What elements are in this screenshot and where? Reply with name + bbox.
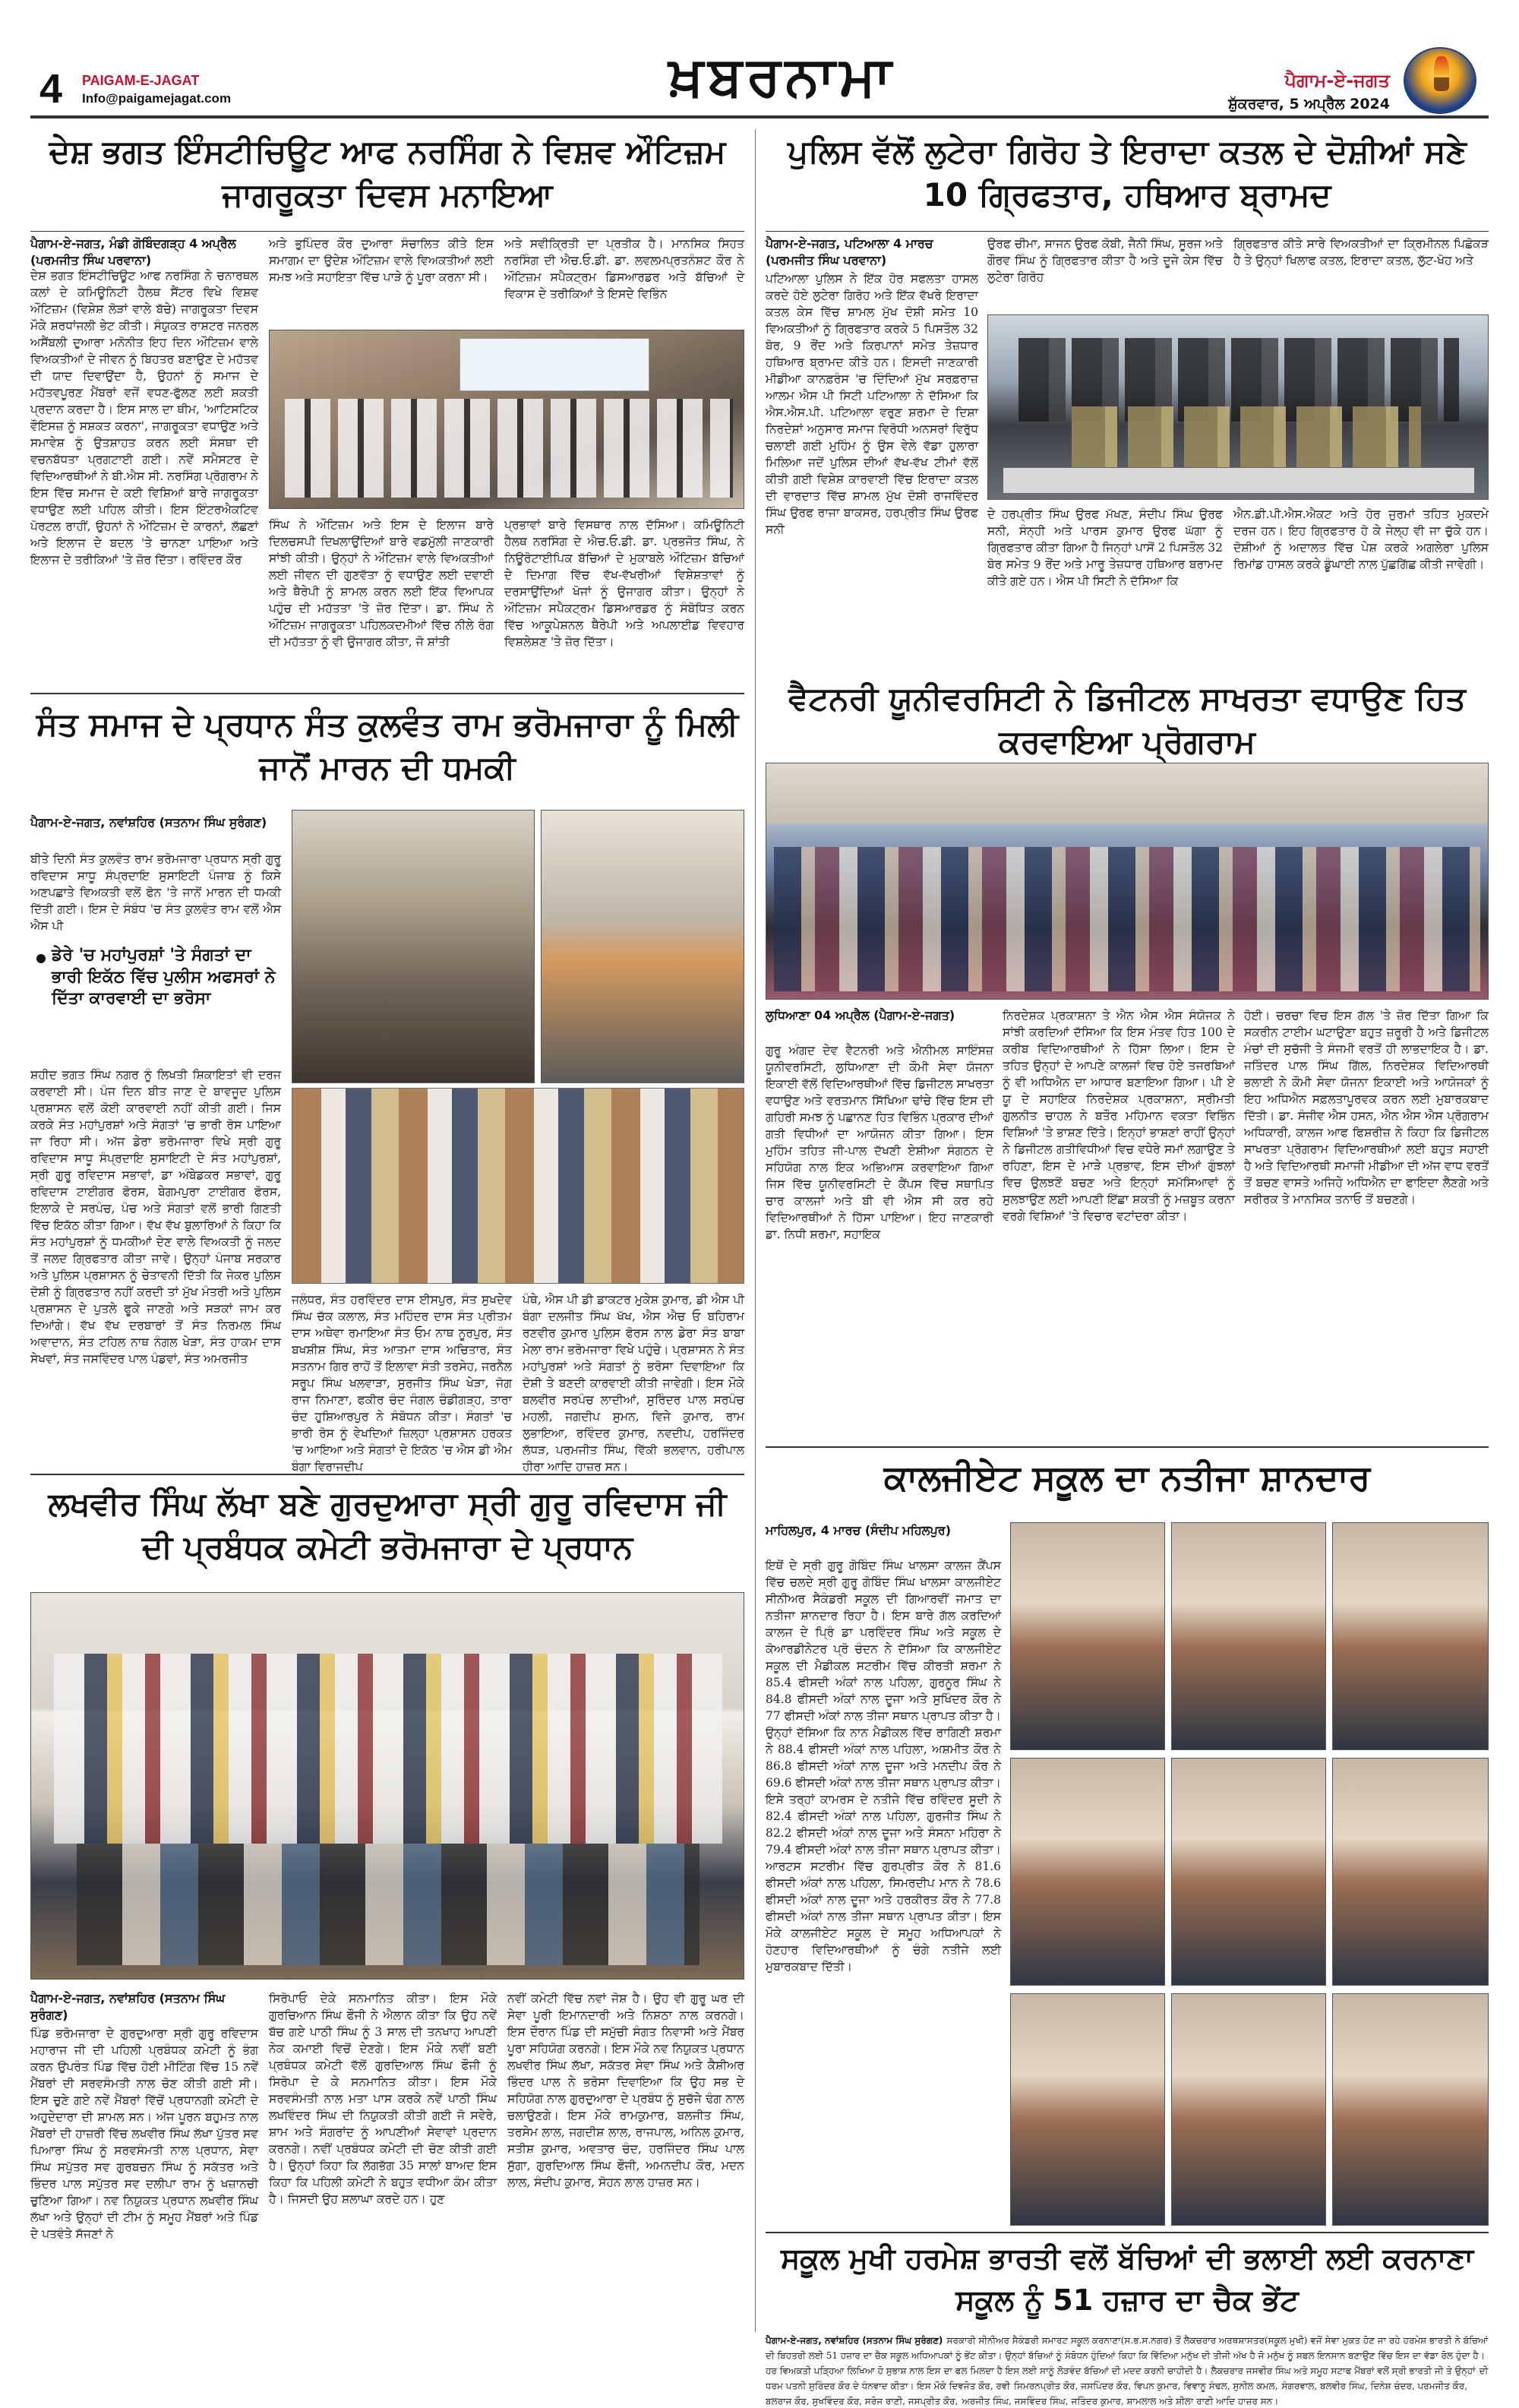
banner-image (459, 338, 649, 391)
headline-police: ਪੁਲਿਸ ਵੱਲੋਂ ਲੁਟੇਰਾ ਗਿਰੋਹ ਤੇ ਇਰਾਦਾ ਕਤਲ ਦੇ ਦੋਸ਼ੀਆਂ ਸਣੇ 10 ਗ੍ਰਿਫਤਾਰ, ਹਥਿਆਰ ਬ੍ਰਾਮਦ (788, 133, 1467, 213)
article-body: ਸਰਕਾਰੀ ਸੀਨੀਅਰ ਸੈਕੰਡਰੀ ਸਮਾਰਟ ਸਕੂਲ ਕਰਨਾਣਾ(ਸ.ਭ.ਸ.ਨਗਰ) ਤੋਂ ਲੈਕਚਰਾਰ ਅਰਥਸ਼ਾਸਤਰ(ਸਕੂਲ ਮੁਖੀ) ਵਜੋਂ ਸੇਵਾ ਮੁਕਤ ਹੋਣ ਜਾ ਰਹੇ ਹਰਮੇਸ਼ ਭਾਰਤੀ ਨੇ ਬੱਚਿਆਂ ਦੀ ਬਿਹਤਰੀ ਲਈ 51 ਹਜ਼ਾਰ ਦਾ ਚੈਕ ਸਕੂਲ ਅਧਿਆਪਕਾਂ ਨੂੰ ਭੇਂਟ ਕੀਤਾ। ਉਨ੍ਹਾਂ ਬੱਚਿਆਂ ਨੂੰ ਸੰਬੋਧਨ ਹੁੰਦਿਆਂ ਕਿਹਾ ਕਿ ਵਿੱਦਿਆ ਮਨੁੱਖ ਦੀ ਤੀਜੀ ਅੱਖ ਹੈ ਜੋ ਮਨੁੱਖ ਨੂੰ ਸਫਲ ਇਨਸਾਨ ਬਣਾਉਣ ਵਿੱਚ ਇਸ ਦਾ ਵੱਡਾ ਰੋਲ ਹੁੰਦਾ ਹੈ। ਹਰ ਵਿਅਕਤੀ ਪੜ੍ਹਿਆ ਲਿਖਿਆ ਹੋ ਸੁਭਾਸ਼ ਨਾਲ ਇਸ ਦਾ ਫਲ ਮਿਲਦਾ ਹੈ ਇਸ ਲਈ ਸਾਨੂੰ ਲੋੜਵੰਦ ਬੱਚਿਆਂ ਦੀ ਮਦਦ ਕਰਨੀ ਚਾਹੀਦੀ ਹੈ। ਲੈਕਚਰਾਰ ਜਸਵੀਰ ਸਿੰਘ ਅਤੇ ਸਮੂਹ ਸਟਾਫ ਮੈਂਬਰਾਂ ਵਲੋਂ ਸ੍ਰੀ ਭਾਰਤੀ ਜੀ ਤੇ ਉਨ੍ਹਾਂ (766, 2335, 1489, 2377)
article-body: ਜਲੰਧਰ, ਸੰਤ ਹਰਵਿੰਦਰ ਦਾਸ ਈਸਪੁਰ, ਸੰਤ ਸੁਖਦੇਵ ਸਿੰਘ ਚੱਕ ਕਲਾਲ, ਸੰਤ ਮਹਿੰਦਰ ਦਾਸ ਸੰਤ ਪ੍ਰੀਤਮ ਦਾਸ ਅਥੇਵਾ ਰਮਾਇਆ ਸੰਤ ਓਮ ਨਾਥ ਨੂਰਪੁਰ, ਸੰਤ ਬਖਸ਼ੀਸ਼ ਸਿੰਘ, ਸੰਤ ਆਤਮਾ ਦਾਸ ਅਚਿਤਾਰ, ਸੰਤ ਸਤਨਾਮ ਗਿਰ ਰਾਹੋਂ ਤੋਂ ਇਲਾਵਾ ਸੰਤੀ ਤਰਸੇਹ, ਜਰਨੈਲ ਸਰੂਪ ਸਿੰਘ ਖਲਵਾੜਾ, ਸੁਰਜੀਤ ਸਿੰਘ ਖੇੜਾ, ਜੋਗ ਰਾਜ ਨਿਮਾਣਾ, ਫਕੀਰ ਚੰਦ ਜੰਗਲ ਚੰਡੀਗੜ੍ਹ, ਤਾਰਾ ਚੰਦ ਹੁਸ਼ਿਆਰਪੁਰ ਨੇ ਸੰਬੋਧਨ ਕੀਤਾ। ਸੰਗਤਾਂ 'ਚ ਭਾਰੀ ਰੋਸ ਨੂੰ ਵੇਖਦਿਆਂ ਜ਼ਿਲ੍ਹਾ ਪ੍ਰਸ਼ਾਸਨ ਹਰਕਤ 'ਚ ਆਇਆ ਅਤੇ ਸੰਗਤਾਂ ਦੇ ਇਕੱਠ 'ਚ ਐਸ ਡੀ ਐਮ ਬੰਗਾ ਵਿਰਾਜਦੀਪ (292, 1293, 512, 1474)
article-body: ਨਿਰਦੇਸ਼ਕ ਪ੍ਰਕਾਸ਼ਨਾ ਤੇ ਐਨ ਐਸ ਐਸ ਸੰਯੋਜਕ ਨੇ ਸਾਂਝੀ ਕਰਦਿਆਂ ਦੱਸਿਆ ਕਿ ਇਸ ਮੰਤਵ ਹਿਤ 100 ਦੇ ਕਰੀਬ ਵਿਦਿਆਰਥੀਆਂ ਨੇ ਹਿੱਸਾ ਲਿਆ। ਇਸ ਦੇ ਤਹਿਤ ਉਨ੍ਹਾਂ ਦੇ ਆਪਣੇ ਕਾਲਜਾਂ ਵਿਚ ਹੋਏ ਤਜਰਬਿਆਂ ਨੂੰ ਵੀ ਅਧਿਐਨ ਦਾ ਆਧਾਰ ਬਣਾਇਆ ਗਿਆ। ਪੀ ਏ ਯੂ ਦੇ ਸਹਾਇਕ ਨਿਰਦੇਸ਼ਕ ਪ੍ਰਕਾਸ਼ਨਾ, ਸ੍ਰੀਮਤੀ ਗੁਲਨੀਤ ਚਾਹਲ ਨੇ ਬਤੌਰ ਮਹਿਮਾਨ ਵਕਤਾ ਵਿਭਿੰਨ ਵਿਸ਼ਿਆਂ 'ਤੇ ਭਾਸ਼ਣ ਦਿੱਤੇ। ਇਨ੍ਹਾਂ ਭਾਸ਼ਣਾਂ ਰਾਹੀਂ ਉਨ੍ਹਾਂ ਨੇ ਡਿਜੀਟਲ ਗਤੀਵਿਧੀਆਂ ਵਿਚ ਵਧੇਰੇ ਸਮਾਂ ਲਗਾਉਣ ਤੇ ਰਹਿਣਾ, ਇਸ ਦੇ ਮਾੜੇ ਪ੍ਰਭਾਵ, ਇਸ ਦੀਆਂ ਗੁੰਝਲਾਂ ਵਿਚ ਉਲਝਣੋਂ ਬਚਣ ਅਤੇ ਇਨ੍ਹਾਂ ਸਮੱਸਿਆਵਾਂ ਨੂੰ ਸੁਲਝਾਉਣ ਲਈ ਆਪਣੀ ਇੱਛਾ ਸ਼ਕਤੀ ਨੂੰ ਮਜ਼ਬੂਤ ਕਰਨਾ ਵਰਗੇ ਵਿਸ਼ਿਆਂ 'ਤੇ ਵਿਚਾਰ ਵਟਾਂਦਰਾ ਕੀਤਾ। (1003, 1009, 1235, 1223)
torch-icon (1434, 56, 1449, 91)
article-body: ਪ੍ਰਭਾਵਾਂ ਬਾਰੇ ਵਿਸਥਾਰ ਨਾਲ ਦੱਸਿਆ। ਕਮਿਊਨਿਟੀ ਹੈਲਥ ਨਰਸਿੰਗ ਦੇ ਐਚ.ਓ.ਡੀ. ਡਾ. ਪ੍ਰਭਜੋਤ ਸਿੰਘ, ਨੇ ਨਿਊਰੋਟਾਈਪਿਕ ਬੱਚਿਆਂ ਦੇ ਮੁਕਾਬਲੇ ਔਟਿਜ਼ਮ ਬੱਚਿਆਂ ਦੇ ਦਿਮਾਗ ਵਿੱਚ ਵੱਖ-ਵੱਖਰੀਆਂ ਵਿਸ਼ੇਸ਼ਤਾਵਾਂ ਨੂੰ ਦਰਸਾਉਂਦਿਆਂ ਖੋਜਾਂ ਨੂੰ ਉਜਾਗਰ ਕੀਤਾ। ਉਨ੍ਹਾਂ ਨੇ ਔਟਿਜ਼ਮ ਸਪੈਕਟ੍ਰਮ ਡਿਸਆਰਡਰ ਨੂੰ ਸੰਬੋਧਿਤ ਕਰਨ ਵਿੱਚ ਆਕੂਪੇਸ਼ਨਲ ਥੈਰੇਪੀ ਅਤੇ ਅਪਲਾਈਡ ਵਿਵਹਾਰ ਵਿਸ਼ਲੇਸ਼ਣ 'ਤੇ ਜ਼ੋਰ ਦਿੱਤਾ। (504, 518, 744, 649)
student-portrait (1171, 1758, 1326, 1986)
student-portraits (1010, 1522, 1489, 2226)
article-body: ਦੇ ਹਰਪ੍ਰੀਤ ਸਿੰਘ ਉਰਫ ਮੱਖਣ, ਸੰਦੀਪ ਸਿੰਘ ਉਰਫ ਸਨੀ, ਸੰਨ੍ਹੀ ਅਤੇ ਪਾਰਸ ਕੁਮਾਰ ਉਰਫ ਘੱਗਾ ਨੂੰ ਗ੍ਰਿਫਤਾਰ ਕੀਤਾ ਗਿਆ ਹੈ ਜਿਨ੍ਹਾਂ ਪਾਸੋਂ 2 ਪਿਸਤੌਲ 32 ਬੋਰ ਸਮੇਤ 9 ਰੌਂਦ ਅਤੇ ਮਾਰੂ ਤੇਜ਼ਧਾਰ ਹਥਿਆਰ ਬਰਾਮਦ ਕੀਤੇ ਗਏ ਹਨ। ਐਸ ਪੀ ਸਿਟੀ ਨੇ ਦੱਸਿਆ ਕਿ (987, 507, 1223, 588)
subhead: ਡੇਰੇ 'ਚ ਮਹਾਂਪੁਰਸ਼ਾਂ 'ਤੇ ਸੰਗਤਾਂ ਦਾ ਭਾਰੀ ਇਕੱਠ ਵਿੱਚ ਪੁਲੀਸ ਅਫਸਰਾਂ ਨੇ ਦਿੱਤਾ ਕਾਰਵਾਈ ਦਾ ਭਰੋਸਾ (52, 946, 276, 1009)
student-portrait (1010, 1993, 1165, 2226)
divider (30, 1474, 744, 1475)
student-portrait (1332, 1758, 1489, 1986)
article-body: ਪੰਥੇ, ਐਸ ਪੀ ਡੀ ਡਾਕਟਰ ਮੁਕੇਸ਼ ਕੁਮਾਰ, ਡੀ ਐਸ ਪੀ ਬੰਗਾ ਦਲਜੀਤ ਸਿੰਘ ਖੱਖ, ਐਸ ਐਚ ਓ ਬਹਿਰਾਮ ਰਣਵੀਰ ਕੁਮਾਰ ਪੁਲਿਸ ਫੋਰਸ ਨਾਲ ਡੇਰਾ ਸੰਤ ਬਾਬਾ ਮੇਲਾ ਰਾਮ ਭਰੋਮਜਾਰਾ ਵਿਖੇ ਪਹੁੰਚੇ। ਪ੍ਰਸ਼ਾਸਨ ਨੇ ਸੰਤ ਮਹਾਂਪੁਰਸ਼ਾਂ ਅਤੇ ਸੰਗਤਾਂ ਨੂੰ ਭਰੋਸਾ ਦਿਵਾਇਆ ਕਿ ਦੋਸ਼ੀ ਤੇ ਬਣਦੀ ਕਾਰਵਾਈ ਕੀਤੀ ਜਾਵੇਗੀ। ਇਸ ਮੌਕੇ ਬਲਵੀਰ ਸਰਪੰਚ ਲਾਦੀਆਂ, ਸੁਰਿੰਦਰ ਪਾਲ ਸਰਪੰਚ ਮਹਲੀ, ਜਗਦੀਪ ਸੁਮਨ, ਵਿਜੇ ਕੁਮਾਰ, ਰਾਮ ਲੁਭਾਇਆ, ਰਵਿੰਦਰ ਕੁਮਾਰ, ਨਵਦੀਪ, ਹਰਜਿੰਦਰ ਲੱਧੜ, ਪਰਮਜੀਤ ਸਿੰਘ, ਵਿੱਕੀ ਭਲਵਾਨ, ਹਰੀਪਾਲ ਹੀਰਾ ਆਦਿ ਹਾਜ਼ਰ ਸਨ। (523, 1293, 744, 1474)
article-body: ਸ਼ਹੀਦ ਭਗਤ ਸਿੰਘ ਨਗਰ ਨੂੰ ਲਿਖਤੀ ਸ਼ਿਕਾਇਤਾਂ ਵੀ ਦਰਜ ਕਰਵਾਈ ਸੀ। ਪੰਜ ਦਿਨ ਬੀਤ ਜਾਣ ਦੇ ਬਾਵਜੂਦ ਪੁਲਿਸ ਪ੍ਰਸ਼ਾਸਨ ਵਲੋਂ ਕੋਈ ਕਾਰਵਾਈ ਨਹੀਂ ਕੀਤੀ ਗਈ। ਜਿਸ ਕਰਕੇ ਸੰਤ ਮਹਾਂਪੁਰਸ਼ਾਂ ਅਤੇ ਸੰਗਤਾਂ 'ਚ ਭਾਰੀ ਰੋਸ ਪਾਇਆ ਜਾ ਰਿਹਾ ਸੀ। ਅੱਜ ਡੇਰਾ ਭਰੋਮਜਾਰਾ ਵਿਖੇ ਸ੍ਰੀ ਗੁਰੂ ਰਵਿਦਾਸ ਸਾਧੂ ਸੰਪ੍ਰਦਾਇ ਸੁਸਾਇਟੀ ਦੇ ਸੰਤ ਮਹਾਂਪੁਰਸ਼ਾਂ, ਸ੍ਰੀ ਗੁਰੂ ਰਵਿਦਾਸ ਸਭਾਵਾਂ, ਡਾ ਅੰਬੇਡਕਰ ਸਭਾਵਾਂ, ਗੁਰੂ ਰਵਿਦਾਸ ਟਾਈਗਰ ਫੋਰਸ, ਬੇਗਮਪੁਰਾ ਟਾਈਗਰ ਫੋਰਸ, ਇਲਾਕੇ ਦੇ ਸਰਪੰਚ, ਪੰਚ ਅਤੇ ਸੰਗਤਾਂ ਵਲੋਂ ਭਾਰੀ ਗਿਣਤੀ ਵਿੱਚ ਇਕੱਠ ਕੀਤਾ ਗਿਆ। ਵੱਖ ਵੱਖ ਬੁਲਾਰਿਆਂ ਨੇ ਕਿਹਾ ਕਿ ਸੰਤ ਮਹਾਂਪੁਰਸ਼ਾਂ ਨੂੰ ਧਮਕੀਆਂ ਦੇਣ ਵਾਲੇ ਵਿਅਕਤੀ ਨੂੰ ਜਲਦ ਤੋਂ ਜਲਦ ਗ੍ਰਿਫਤਾਰ ਕੀਤਾ ਜਾਵੇ। ਉਨ੍ਹਾਂ ਪੰਜਾਬ ਸਰਕਾਰ ਅਤੇ ਪੁਲਿਸ ਪ੍ਰਸ਼ਾਸਨ ਨੂੰ ਚੇਤਾਵਨੀ ਦਿੱਤੀ ਕਿ ਜੇਕਰ ਪੁਲਿਸ ਦੋਸ਼ੀ ਨੂੰ ਗ੍ਰਿਫਤਾਰ ਨਹੀਂ ਕਰਦੀ ਤਾਂ ਮੁੱਖ ਮੰਤਰੀ ਅਤੇ ਪੁਲਿਸ ਪ੍ਰਸ਼ਾਸਨ ਦੇ ਪੁਤਲੇ ਫੂਕੇ ਜਾਣਗੇ ਅਤੇ ਸੜਕਾਂ ਜਾਮ ਕਰ ਦਿਆਂਗੇ। ਵੱਖ ਵੱਖ ਦਰਬਾਰਾਂ ਤੋਂ ਸੰਤ ਨਿਰਮਲ ਸਿੰਘ ਅਵਾਦਾਨ, ਸੰਤ ਟਹਿਲ ਨਾਥ ਨੰਗਲ ਖੇੜਾ, ਸੰਤ ਹਾਕਮ ਦਾਸ ਸੇਖਵਾਂ, ਸੰਤ ਜਸਵਿੰਦਰ ਪਾਲ ਪੰਡਵਾਂ, ਸੰਤ ਅਮਰਜੀਤ (30, 1068, 281, 1366)
paper-name-en: PAIGAM-E-JAGAT (82, 73, 200, 88)
divider (30, 693, 744, 694)
article-body: ਉਰਫ ਚੀਮਾ, ਸਾਜਨ ਉਰਫ ਕੋਬੀ, ਜੈਨੀ ਸਿੰਘ, ਸੂਰਜ ਅਤੇ ਗੌਰਵ ਸਿੰਘ ਨੂੰ ਗ੍ਰਿਫਤਾਰ ਕੀਤਾ ਹੈ ਅਤੇ ਦੂਜੇ ਕੇਸ ਵਿੱਚ ਲੁਟੇਰਾ ਗਿਰੋਹ (987, 237, 1223, 284)
article-body: ਸਿੰਘ ਨੇ ਔਟਿਜ਼ਮ ਅਤੇ ਇਸ ਦੇ ਇਲਾਜ ਬਾਰੇ ਦਿਲਚਸਪੀ ਦਿਖਲਾਉਂਦਿਆਂ ਬਾਰੇ ਵਡਮੁੱਲੀ ਜਾਣਕਾਰੀ ਸਾਂਝੀ ਕੀਤੀ। ਉਨ੍ਹਾਂ ਨੇ ਔਟਿਜ਼ਮ ਵਾਲੇ ਵਿਅਕਤੀਆਂ ਲਈ ਜੀਵਨ ਦੀ ਗੁਣਵੱਤਾ ਨੂੰ ਵਧਾਉਣ ਲਈ ਦਵਾਈ ਅਤੇ ਥੈਰੇਪੀ ਨੂੰ ਸ਼ਾਮਲ ਕਰਨ ਲਈ ਇੱਕ ਵਿਆਪਕ ਪਹੁੰਚ ਦੀ ਮਹੱਤਤਾ 'ਤੇ ਜ਼ੋਰ ਦਿੱਤਾ। ਡਾ. ਸਿੰਘ ਨੇ ਔਟਿਜ਼ਮ ਜਾਗਰੂਕਤਾ ਪਹਿਲਕਦਮੀਆਂ ਵਿੱਚ ਨੀਲੇ ਰੰਗ ਦੀ ਮਹੱਤਤਾ ਨੂੰ ਵੀ ਉਜਾਗਰ ਕੀਤਾ, ਜੋ ਸ਼ਾਂਤੀ (269, 518, 494, 649)
article-body: ਦੇਸ਼ ਭਗਤ ਇੰਸਟੀਚਿਊਟ ਆਫ ਨਰਸਿੰਗ ਨੇ ਚਨਾਰਥਲ ਕਲਾਂ ਦੇ ਕਮਿਊਨਿਟੀ ਹੈਲਥ ਸੈਂਟਰ ਵਿਖੇ ਵਿਸ਼ਵ ਔਟਿਜ਼ਮ (ਵਿਸ਼ੇਸ਼ ਲੋੜਾਂ ਵਾਲੇ ਬੱਚੇ) ਜਾਗਰੂਕਤਾ ਦਿਵਸ ਮੌਕੇ ਸ਼ਰਧਾਂਜਲੀ ਭੇਟ ਕੀਤੀ। ਸੰਯੁਕਤ ਰਾਸ਼ਟਰ ਜਨਰਲ ਅਸੈਂਬਲੀ ਦੁਆਰਾ ਮਨੋਨੀਤ ਇਹ ਦਿਨ ਔਟਿਜ਼ਮ ਵਾਲੇ ਵਿਅਕਤੀਆਂ ਦੇ ਜੀਵਨ ਨੂੰ ਬਿਹਤਰ ਬਣਾਉਣ ਦੇ ਮਹੱਤਵ ਦੀ ਯਾਦ ਦਿਵਾਉਂਦਾ ਹੈ, ਉਹਨਾਂ ਨੂੰ ਸਮਾਜ ਦੇ ਮਹੱਤਵਪੂਰਣ ਮੈਂਬਰਾਂ ਵਜੋਂ ਵਧਣ-ਫੁੱਲਣ ਲਈ ਸ਼ਕਤੀ ਪ੍ਰਦਾਨ ਕਰਦਾ ਹੈ। ਇਸ ਸਾਲ ਦਾ ਥੀਮ, 'ਆਟਿਸਟਿਕ ਵੌਇਸਜ਼ ਨੂੰ ਸਸ਼ਕਤ ਕਰਨਾ', ਜਾਗਰੂਕਤਾ ਵਧਾਉਣ ਅਤੇ ਸਮਾਵੇਸ਼ ਨੂੰ ਉਤਸ਼ਾਹਤ ਕਰਨ ਲਈ ਸੰਸਥਾ ਦੀ ਵਚਨਬੱਧਤਾ ਪ੍ਰਗਟਾਈ ਗਈ। ਨਵੇਂ ਸਮੈਸਟਰ ਦੇ ਵਿਦਿਆਰਥੀਆਂ ਨੇ ਬੀ.ਐਸ ਸੀ. ਨਰਸਿੰਗ ਪ੍ਰੋਗਰਾਮ ਨੇ ਇਸ ਵਿੱਚ ਸਮਾਜ ਦੇ ਕਈ ਵਿਸ਼ਿਆਂ ਬਾਰੇ ਜਾਗਰੂਕਤਾ ਵਧਾਉਣ ਲਈ ਪਹਿਲ ਕੀਤੀ। ਇਸ ਇੰਟਰਐਕਟਿਵ ਪੋਰਟਲ ਰਾਹੀਂ, ਉਹਨਾਂ ਨੇ ਔਟਿਜ਼ਮ ਦੇ ਕਾਰਨਾਂ, ਲੱਛਣਾਂ ਅਤੇ ਇਲਾਜ ਦੇ ਬਦਲ 'ਤੇ ਚਾਨਣਾ ਪਾਇਆ ਅਤੇ ਇਲਾਜ ਦੇ ਤਰੀਕਿਆਂ 'ਤੇ ਜ਼ੋਰ ਦਿੱਤਾ। ਰਵਿੰਦਰ ਕੌਰ (30, 269, 258, 567)
nursing-event-photo (269, 330, 744, 509)
article-body: ਅਤੇ ਭੁਪਿੰਦਰ ਕੌਰ ਦੁਆਰਾ ਸੰਚਾਲਿਤ ਕੀਤੇ ਇਸ ਸਮਾਗਮ ਦਾ ਉਦੇਸ਼ ਔਟਿਜ਼ਮ ਵਾਲੇ ਵਿਅਕਤੀਆਂ ਲਈ ਸਮਝ ਅਤੇ ਸਹਾਇਤਾ ਵਿੱਚ ਪਾੜੇ ਨੂੰ ਪੂਰਾ ਕਰਨਾ ਸੀ। (269, 237, 494, 284)
lakhvir-committee-photo (30, 1592, 744, 1980)
article-body: ਅਰਜੀਤ ਸਿੰਘ, ਜਸਵਿੰਦਰ ਸਿੰਘ, ਜਤਿੰਦਰ ਕੁਮਾਰ, ਸ਼ਾਮਲਾਲ ਅਤੇ ਸ਼ੀਲਾ ਰਾਣੀ ਆਦਿ ਹਾਜ਼ਰ ਸਨ। (962, 2396, 1279, 2407)
police-press-photo (987, 314, 1489, 500)
divider (30, 231, 744, 232)
divider (766, 2232, 1489, 2233)
divider (766, 1446, 1489, 1448)
article-body: ਸੰਗਰਵਾਲ, ਬਲਵੀਰ ਸਿੰਘ, ਦਿਨੇਸ਼ ਚੰਦਰ, ਪਰਮਜੀਤ ਕੌਰ, ਬਲਰਾਜ ਕੌਰ, ਸੁਖਵਿੰਦਰ ਕੌਰ, ਸਰੋਜ ਰਾਣੀ, ਜਸਪ੍ਰੀਤ ਕੌਰ, (766, 2381, 1468, 2407)
subhead-bullet (36, 954, 46, 963)
student-portrait (1332, 1993, 1489, 2226)
sant-crowd-photo (292, 1088, 744, 1284)
article-body: ਗ੍ਰਿਫਤਾਰ ਕੀਤੇ ਸਾਰੇ ਵਿਅਕਤੀਆਂ ਦਾ ਕ੍ਰਿਮੀਨਲ ਪਿਛੋਕੜ ਹੈ ਤੇ ਉਨ੍ਹਾਂ ਖਿਲਾਫ ਕਤਲ, ਇਰਾਦਾ ਕਤਲ, ਲੁੱਟ-ਖੋਹ ਅਤੇ (1233, 237, 1489, 267)
section-title: ਖ਼ਬਰਨਾਮਾ (668, 44, 896, 108)
seated-row (77, 1844, 699, 1965)
article-body: ਅਤੇ ਸਵੀਕ੍ਰਿਤੀ ਦਾ ਪ੍ਰਤੀਕ ਹੈ। ਮਾਨਸਿਕ ਸਿਹਤ ਨਰਸਿੰਗ ਦੀ ਐਚ.ਓ.ਡੀ. ਡਾ. ਲਵਲਮਪ੍ਰਤਨੰਸ਼ਟ ਕੌਰ ਨੇ ਔਟਿਜ਼ਮ ਸਪੈਕਟ੍ਰਮ ਡਿਸਆਰਡਰ ਅਤੇ ਬੱਚਿਆਂ ਦੇ ਵਿਕਾਸ ਦੇ ਤਰੀਕਿਆਂ ਤੇ ਇਸਦੇ ਵਿਭਿੰਨ (504, 237, 744, 301)
column-divider (755, 129, 756, 2332)
student-portrait (1171, 1522, 1326, 1750)
dateline-police: ਪੈਗਾਮ-ਏ-ਜਗਤ, ਪਟਿਆਲਾ 4 ਮਾਰਚ (ਪਰਮਜੀਤ ਸਿੰਘ ਪਰਵਾਨਾ) (766, 236, 933, 268)
email-link[interactable]: Info@paigamejagat.com (82, 91, 232, 106)
dateline-nursing: ਪੈਗਾਮ-ਏ-ਜਗਤ, ਮੰਡੀ ਗੋਬਿੰਦਗੜ੍ਹ 4 ਅਪ੍ਰੈਲ (ਪਰਮਜੀਤ ਸਿੰਘ ਪਰਵਾਨਾ) (30, 236, 236, 268)
article-body: ਨਵੀਂ ਕਮੇਟੀ ਵਿੱਚ ਨਵਾਂ ਜੋਸ਼ ਹੈ। ਉਹ ਵੀ ਗੁਰੂ ਘਰ ਦੀ ਸੇਵਾ ਪੂਰੀ ਇਮਾਨਦਾਰੀ ਅਤੇ ਨਿਸ਼ਠਾ ਨਾਲ ਕਰਨਗੇ। ਇਸ ਦੌਰਾਨ ਪਿੰਡ ਦੀ ਸਮੁੱਚੀ ਸੰਗਤ ਨਿਵਾਸੀ ਅਤੇ ਮੈਂਬਰ ਪੂਰਾ ਸਹਿਯੋਗ ਕਰਨਗੇ। ਇਸ ਮੌਕੇ ਨਵ ਨਿਯੁਕਤ ਪ੍ਰਧਾਨ ਲਖਵੀਰ ਸਿੰਘ ਲੱਖਾ, ਸਕੱਤਰ ਸੇਵਾ ਸਿੰਘ ਅਤੇ ਕੈਸ਼ੀਅਰ ਭਿੰਦਰ ਪਾਲ ਨੇ ਭਰੋਸਾ ਦਿਵਾਇਆ ਕਿ ਉਹ ਸਭ ਦੇ ਸਹਿਯੋਗ ਨਾਲ ਗੁਰਦੁਆਰਾ ਦੇ ਪ੍ਰਬੰਧ ਨੂੰ ਸੁਚੱਜੇ ਢੰਗ ਨਾਲ ਚਲਾਉਣਗੇ। ਇਸ ਮੌਕੇ ਰਾਮਕੁਮਾਰ, ਬਲਜੀਤ ਸਿੰਘ, ਤਰਸੇਮ ਲਾਲ, ਜਗਦੀਸ਼ ਲਾਲ, ਰਾਜਪਾਲ, ਅਨਿਲ ਕੁਮਾਰ, ਸਤੀਸ਼ ਕੁਮਾਰ, ਅਵਤਾਰ ਚੰਦ, ਹਰਜਿੰਦਰ ਸਿੰਘ ਪਾਲ ਸੁੱਗਾ, ਗੁਰਦਿਆਲ ਸਿੰਘ ਫੌਜੀ, ਅਮਨਦੀਪ ਕੌਰ, ਮਦਨ ਲਾਲ, ਸੰਦੀਪ ਕੁਮਾਰ, ਸੋਹਨ ਲਾਲ ਹਾਜ਼ਰ ਸਨ। (507, 1992, 744, 2189)
issue-date: ਸ਼ੁੱਕਰਵਾਰ, 5 ਅਪ੍ਰੈਲ 2024 (1228, 96, 1390, 112)
article-body: ਪਟਿਆਲਾ ਪੁਲਿਸ ਨੇ ਇੱਕ ਹੋਰ ਸਫਲਤਾ ਹਾਸਲ ਕਰਦੇ ਹੋਏ ਲੁਟੇਰਾ ਗਿਰੋਹ ਅਤੇ ਇੱਕ ਵੱਖਰੇ ਇਰਾਦਾ ਕਤਲ ਕੇਸ ਵਿੱਚ ਸ਼ਾਮਲ ਮੁੱਖ ਦੋਸ਼ੀ ਸਮੇਤ 10 ਵਿਅਕਤੀਆਂ ਨੂੰ ਗ੍ਰਿਫਤਾਰ ਕਰਕੇ 5 ਪਿਸਤੌਲ 32 ਬੋਰ, 9 ਰੌਂਦ ਅਤੇ ਕਿਰਪਾਨਾਂ ਸਮੇਤ ਤੇਜ਼ਧਾਰ ਹਥਿਆਰ ਬ੍ਰਾਮਦ ਕੀਤੇ ਹਨ। ਇਸਦੀ ਜਾਣਕਾਰੀ ਮੀਡੀਆ ਕਾਨਫ਼ਰੰਸ 'ਚ ਦਿੰਦਿਆਂ ਮੁੱਖ ਸਰਫ਼ਰਾਜ਼ ਆਲਮ ਐਸ ਪੀ ਸਿਟੀ ਪਟਿਆਲਾ ਨੇ ਦੱਸਿਆ ਕਿ ਐਸ.ਐਸ.ਪੀ. ਪਟਿਆਲਾ ਵਰੁਣ ਸ਼ਰਮਾ ਦੇ ਦਿਸ਼ਾ ਨਿਰਦੇਸ਼ਾਂ ਅਨੁਸਾਰ ਸਮਾਜ ਵਿਰੋਧੀ ਅਨਸਰਾਂ ਵਿਰੁੱਧ ਚਲਾਈ ਗਈ ਮੁਹਿੰਮ ਨੂੰ ਉਸ ਵੇਲੇ ਵੱਡਾ ਹੁਲਾਰਾ ਮਿਲਿਆ ਜਦੋਂ ਪੁਲਿਸ ਦੀਆਂ ਵੱਖ-ਵੱਖ ਟੀਮਾਂ ਵੱਲੋਂ ਕੀਤੀ ਗਈ ਵਿਸ਼ੇਸ਼ ਕਾਰਵਾਈ ਵਿੱਚ ਇਰਾਦਾ ਕਤਲ ਦੀ ਵਾਰਦਾਤ ਵਿੱਚ ਸ਼ਾਮਲ ਮੁੱਖ ਦੋਸ਼ੀ ਰਾਜਵਿੰਦਰ ਸਿੰਘ ਉਰਫ ਰਾਜਾ ਬਾਕਸਰ, ਹਰਪ੍ਰੀਤ ਸਿੰਘ ਉਰਫ ਸਨੀ (766, 272, 978, 536)
school-article-body (766, 2332, 1489, 2407)
group-figures (285, 399, 733, 498)
headline-college: ਕਾਲਜੀਏਟ ਸਕੂਲ ਦਾ ਨਤੀਜਾ ਸ਼ਾਨਦਾਰ (883, 1457, 1371, 1498)
article-body: ਪਿੰਡ ਭਰੋਮਜਾਰਾ ਦੇ ਗੁਰਦੁਆਰਾ ਸ੍ਰੀ ਗੁਰੂ ਰਵਿਦਾਸ ਮਹਾਰਾਜ ਜੀ ਦੀ ਪਹਿਲੀ ਪ੍ਰਬੰਧਕ ਕਮੇਟੀ ਨੂੰ ਭੰਗ ਕਰਨ ਉਪਰੰਤ ਪਿੰਡ ਵਿੱਚ ਹੋਈ ਮੀਟਿੰਗ ਵਿੱਚ 15 ਨਵੇਂ ਮੈਂਬਰਾਂ ਦੀ ਸਰਵਸੰਮਤੀ ਨਾਲ ਚੋਣ ਕੀਤੀ ਗਈ ਸੀ। ਇਸ ਚੁਣੇ ਗਏ ਨਵੇਂ ਮੈਂਬਰਾਂ ਵਿੱਚੋਂ ਪ੍ਰਧਾਨਗੀ ਕਮੇਟੀ ਦੇ ਅਹੁਦੇਦਾਰਾ ਦੀ ਸ਼ਾਮਲ ਸਨ। ਅੱਜ ਪੂਰਨ ਬਹੁਮਤ ਨਾਲ ਮੈਂਬਰਾਂ ਦੀ ਹਾਜ਼ਰੀ ਵਿੱਚ ਲਖਵੀਰ ਸਿੰਘ ਲੱਖਾ ਪੁੱਤਰ ਸਵ ਪਿਆਰਾ ਸਿੰਘ ਨੂੰ ਸਰਵਸੰਮਤੀ ਨਾਲ ਪ੍ਰਧਾਨ, ਸੇਵਾ ਸਿੰਘ ਸਪੁੱਤਰ ਸਵ ਗੁਰਬਚਨ ਸਿੰਘ ਨੂੰ ਸਕੱਤਰ ਅਤੇ ਭਿੰਦਰ ਪਾਲ ਸਪੁੱਤਰ ਸਵ ਦਲੀਪਾ ਰਾਮ ਨੂੰ ਖਜ਼ਾਨਚੀ ਚੁਣਿਆ ਗਿਆ। ਨਵ ਨਿਯੁਕਤ ਪ੍ਰਧਾਨ ਲਖਵੀਰ ਸਿੰਘ ਲੱਖਾ ਅਤੇ ਉਨ੍ਹਾਂ ਦੀ ਟੀਮ ਨੂੰ ਸਮੂਹ ਮੈਂਬਰਾਂ ਅਤੇ ਪਿੰਡ ਦੇ ਪਤਵੰਤੇ ਸੱਜਣਾਂ ਨੇ (30, 2027, 258, 2241)
article-body: ਬੀਤੇ ਦਿਨੀ ਸੰਤ ਕੁਲਵੰਤ ਰਾਮ ਭਰੋਮਜਾਰਾ ਪ੍ਰਧਾਨ ਸ੍ਰੀ ਗੁਰੂ ਰਵਿਦਾਸ ਸਾਧੂ ਸੰਪ੍ਰਦਾਇ ਸੁਸਾਇਟੀ ਪੰਜਾਬ ਨੂੰ ਕਿਸੇ ਅਣਪਛਾਤੇ ਵਿਅਕਤੀ ਵਲੋਂ ਫੋਨ 'ਤੇ ਜਾਨੋਂ ਮਾਰਨ ਦੀ ਧਮਕੀ ਦਿੱਤੀ ਗਈ। ਇਸ ਦੇ ਸੰਬੰਧ 'ਚ ਸੰਤ ਕੁਲਵੰਤ ਰਾਮ ਵਲੋਂ ਐਸ ਐਸ ਪੀ (30, 852, 281, 933)
article-body: ਸਿਰੋਪਾਓ ਦੇਕੇ ਸਨਮਾਨਿਤ ਕੀਤਾ। ਇਸ ਮੌਕੇ ਗੁਰਚਿਆਨ ਸਿੰਘ ਫੌਜੀ ਨੇ ਐਲਾਨ ਕੀਤਾ ਕਿ ਉਹ ਨਵੇਂ ਬੱਚ ਗਏ ਪਾਠੀ ਸਿੰਘ ਨੂੰ 3 ਸਾਲ ਦੀ ਤਨਖਾਹ ਆਪਣੀ ਨੇਕ ਕਮਾਈ ਵਿਚੋਂ ਦੇਣਗੇ। ਇਸ ਮੌਕੇ ਨਵੀਂ ਬਣੀ ਪ੍ਰਬੰਧਕ ਕਮੇਟੀ ਵੱਲੋਂ ਗੁਰਦਿਆਲ ਸਿੰਘ ਫੌਜੀ ਨੂੰ ਸਿਰੋਪਾ ਦੇ ਕੇ ਸਨਮਾਨਿਤ ਕੀਤਾ। ਇਸ ਮੌਕੇ ਸਰਵਸੰਮਤੀ ਨਾਲ ਮਤਾ ਪਾਸ ਕਰਕੇ ਨਵੇਂ ਪਾਠੀ ਸਿੰਘ ਲਖਵਿੰਦਰ ਸਿੰਘ ਦੀ ਨਿਯੁਕਤੀ ਕੀਤੀ ਗਈ ਜੋ ਸਵੇਰੇ, ਸ਼ਾਮ ਅਤੇ ਸੰਗਰਾਂਦ ਨੂੰ ਆਪਣੀਆਂ ਸੇਵਾਵਾਂ ਪ੍ਰਦਾਨ ਕਰਨਗੇ। ਨਵੀਂ ਪ੍ਰਬੰਧਕ ਕਮੇਟੀ ਦੀ ਚੋਣ ਕੀਤੀ ਗਈ ਹੈ। ਉਨ੍ਹਾਂ ਕਿਹਾ ਕਿ ਲੱਗਭੱਗ 35 ਸਾਲਾਂ ਬਾਅਦ ਇਸ ਕਿਹਾ ਕਿ ਪਹਿਲੀ ਕਮੇਟੀ ਨੇ ਬਹੁਤ ਵਧੀਆ ਕੰਮ ਕੀਤਾ ਹੈ। ਜਿਸਦੀ ਉਹ ਸ਼ਲਾਘਾ ਕਰਦੇ ਹਨ। ਹੁਣ (269, 1992, 497, 2206)
sant-group-photo (541, 810, 744, 1083)
paper-name-pa: ਪੈਗਾਮ-ਏ-ਜਗਤ (1284, 70, 1390, 91)
article-body: ਦੀ ਧਰਮ ਪਤਨੀ ਸੁਰਿੰਦਰ ਕੌਰ ਦੇ ਧੰਨਵਾਦ ਕੀਤਾ। ਇਸ ਮੌਕੇ ਦਿਵਜੋਤ ਕੌਰ, ਰਵੀ (766, 2365, 1489, 2392)
article-body: ਸਿਮਰਨਪ੍ਰੀਤ ਕੌਰ, ਜਸਪਿੰਦਰ ਕੌਰ, ਵਿਪਨ ਕੁਮਾਰ, ਵਿਵਾਨੂ ਸੰਢਲ, ਸੁਨੀਲ ਕਮਲ, (1014, 2381, 1278, 2392)
article-body: ਇਥੋਂ ਦੇ ਸ੍ਰੀ ਗੁਰੂ ਗੋਬਿੰਦ ਸਿੰਘ ਖਾਲਸਾ ਕਾਲਜ ਕੈਂਪਸ ਵਿੱਚ ਚਲਦੇ ਸ੍ਰੀ ਗੁਰੂ ਗੋਬਿੰਦ ਸਿੰਘ ਖਾਲਸਾ ਕਾਲਜੀਏਟ ਸੀਨੀਅਰ ਸੈਕੰਡਰੀ ਸਕੂਲ ਦੀ ਗਿਆਰਵੀਂ ਜਮਾਤ ਦਾ ਨਤੀਜਾ ਸ਼ਾਨਦਾਰ ਰਿਹਾ ਹੈ। ਇਸ ਬਾਰੇ ਗੱਲ ਕਰਦਿਆਂ ਕਾਲਜ ਦੇ ਪ੍ਰਿੰ ਡਾ ਪਰਵਿੰਦਰ ਸਿੰਘ ਅਤੇ ਸਕੂਲ ਦੇ ਕੋਆਰਡੀਨੇਟਰ ਪ੍ਰੋ ਚੰਦਨ ਨੇ ਦੱਸਿਆ ਕਿ ਕਾਲਜੀਏਟ ਸਕੂਲ ਦੀ ਮੈਡੀਕਲ ਸਟਰੀਮ ਵਿੱਚ ਕੀਰਤੀ ਸ਼ਰਮਾ ਨੇ 85.4 ਫੀਸਦੀ ਅੰਕਾਂ ਨਾਲ ਪਹਿਲਾ, ਗੁਰਨੂਰ ਸਿੰਘ ਨੇ 84.8 ਫੀਸਦੀ ਅੰਕਾਂ ਨਾਲ ਦੂਜਾ ਅਤੇ ਸੁਖਿੰਦਰ ਕੌਰ ਨੇ 77 ਫੀਸਦੀ ਅੰਕਾਂ ਨਾਲ ਤੀਜਾ ਸਥਾਨ ਪ੍ਰਾਪਤ ਕੀਤਾ ਹੈ। ਉਨ੍ਹਾਂ ਦੱਸਿਆ ਕਿ ਨਾਨ ਮੈਡੀਕਲ ਵਿੱਚ ਰਾਗਿਣੀ ਸ਼ਰਮਾ ਨੇ 88.4 ਫੀਸਦੀ ਅੰਕਾਂ ਨਾਲ ਪਹਿਲਾ, ਅਸ਼ਮੀਤ ਕੌਰ ਨੇ 86.8 ਫੀਸਦੀ ਅੰਕਾਂ ਨਾਲ ਦੂਜਾ ਅਤੇ ਮਨਦੀਪ ਕੌਰ ਨੇ 69.6 ਫੀਸਦੀ ਅੰਕਾਂ ਨਾਲ ਤੀਜਾ ਸਥਾਨ ਪ੍ਰਾਪਤ ਕੀਤਾ। ਇਸੇ ਤਰ੍ਹਾਂ ਕਾਮਰਸ ਦੇ ਨਤੀਜੇ ਵਿੱਚ ਰਵਿੰਦਰ ਸੂਦੀ ਨੇ 82.4 ਫੀਸਦੀ ਅੰਕਾਂ ਨਾਲ ਪਹਿਲਾ, ਗੁਰਜੀਤ ਸਿੰਘ ਨੇ 82.2 ਫੀਸਦੀ ਅੰਕਾਂ ਨਾਲ ਦੂਜਾ ਅਤੇ ਸੰਸਨਾ ਮਹਿਰਾ ਨੇ 79.4 ਫੀਸਦੀ ਅੰਕਾਂ ਨਾਲ ਤੀਜਾ ਸਥਾਨ ਪ੍ਰਾਪਤ ਕੀਤਾ। ਆਰਟਸ ਸਟਰੀਮ ਵਿੱਚ ਗੁਰਪ੍ਰੀਤ ਕੌਰ ਨੇ 81.6 ਫੀਸਦੀ ਅੰਕਾਂ ਨਾਲ ਪਹਿਲਾ, ਸਿਮਰਦੀਪ ਮਾਨ ਨੇ 78.6 ਫੀਸਦੀ ਅੰਕਾਂ ਨਾਲ ਦੂਜਾ ਅਤੇ ਹਰਕੀਰਤ ਕੌਰ ਨੇ 77.8 ਫੀਸਦੀ ਅੰਕਾਂ ਨਾਲ ਤੀਜਾ ਸਥਾਨ ਪ੍ਰਾਪਤ ਕੀਤਾ। ਇਸ ਮੌਕੇ ਕਾਲਜੀਏਟ ਸਕੂਲ ਦੇ ਸਮੂਹ ਅਧਿਆਪਕਾਂ ਨੇ ਹੋਣਹਾਰ ਵਿਦਿਆਰਥੀਆਂ ਨੂੰ ਚੰਗੇ ਨਤੀਜੇ ਲਈ ਮੁਬਾਰਕਬਾਦ ਦਿੱਤੀ। (766, 1559, 1001, 1973)
article-body: ਹੋਈ। ਚਰਚਾ ਵਿਚ ਇਸ ਗੱਲ 'ਤੇ ਜ਼ੋਰ ਦਿੱਤਾ ਗਿਆ ਕਿ ਸਕਰੀਨ ਟਾਈਮ ਘਟਾਉਣਾ ਬਹੁਤ ਜ਼ਰੂਰੀ ਹੈ ਅਤੇ ਡਿਜੀਟਲ ਮੰਚਾਂ ਦੀ ਸੁਚੱਜੀ ਤੇ ਸੰਜਮੀ ਵਰਤੋਂ ਹੀ ਲਾਭਦਾਇਕ ਹੈ। ਡਾ. ਜਤਿੰਦਰ ਪਾਲ ਸਿੰਘ ਗਿੱਲ, ਨਿਰਦੇਸ਼ਕ ਵਿਦਿਆਰਥੀ ਭਲਾਈ ਨੇ ਕੌਮੀ ਸੇਵਾ ਯੋਜਨਾ ਇਕਾਈ ਅਤੇ ਆਯੋਜਕਾਂ ਨੂੰ ਇਹ ਅਧਿਐਨ ਸਫ਼ਲਤਾਪੂਰਵਕ ਕਰਨ ਲਈ ਮੁਬਾਰਕਬਾਦ ਦਿੱਤੀ। ਡਾ. ਸੰਜੀਵ ਐਸ ਹਸਨ, ਐਨ ਐਸ ਐਸ ਪ੍ਰੋਗਰਾਮ ਅਧਿਕਾਰੀ, ਕਾਲਜ ਆਫ ਫਿਸ਼ਰੀਜ਼ ਨੇ ਕਿਹਾ ਕਿ ਡਿਜੀਟਲ ਸਾਖਰਤਾ ਪ੍ਰੋਗਰਾਮ ਵਿਦਿਆਰਥੀਆਂ ਲਈ ਬਹੁਤ ਸਹਾਈ ਹੈ ਅਤੇ ਵਿਦਿਆਰਥੀ ਸਮਾਜੀ ਮੀਡੀਆ ਦੀ ਅੱਜ ਵਾਧ ਵਰਤੋਂ ਤੋਂ ਬਚਣ ਵਾਸਤੇ ਅਜਿਹੇ ਅਧਿਐਨ ਦਾ ਫਾਇਦਾ ਲੈਣਗੇ ਅਤੇ ਸਰੀਰਕ ਤੇ ਮਾਨਸਿਕ ਤਨਾਓ ਤੋਂ ਬਚਣਗੇ। (1244, 1009, 1489, 1206)
article-body: ਗੁਰੂ ਅੰਗਦ ਦੇਵ ਵੈਟਨਰੀ ਅਤੇ ਐਨੀਮਲ ਸਾਇੰਸਜ਼ ਯੂਨੀਵਰਸਿਟੀ, ਲੁਧਿਆਣਾ ਦੀ ਕੌਮੀ ਸੇਵਾ ਯੋਜਨਾ ਇਕਾਈ ਵੱਲੋਂ ਵਿਦਿਆਰਥੀਆਂ ਵਿੱਚ ਡਿਜੀਟਲ ਸਾਖਰਤਾ ਵਧਾਉਣ ਅਤੇ ਵਰਤਮਾਨ ਸਿੱਖਿਆ ਢਾਂਚੇ ਵਿੱਚ ਇਸ ਦੀ ਗਹਿਰੀ ਸਮਝ ਨੂੰ ਪਛਾਨਣ ਹਿਤ ਵਿਭਿੰਨ ਪ੍ਰਕਾਰ ਦੀਆਂ ਗਤੀ ਵਿਧੀਆਂ ਦਾ ਆਯੋਜਨ ਕੀਤਾ ਗਿਆ। ਇਸ ਮੁਹਿੰਮ ਤਹਿਤ ਜੀ-ਪਾਲ ਦੱਖਣੀ ਏਸ਼ੀਆ ਸੰਗਠਨ ਦੇ ਸਹਿਯੋਗ ਨਾਲ ਇਕ ਅਭਿਆਸ ਕਰਵਾਇਆ ਗਿਆ ਜਿਸ ਵਿੱਚ ਯੂਨੀਵਰਸਿਟੀ ਦੇ ਕੈਂਪਸ ਵਿੱਚ ਸਥਾਪਿਤ ਚਾਰ ਕਾਲਜਾਂ ਅਤੇ ਬੀ ਵੀ ਐਸ ਸੀ ਕਰ ਰਹੇ ਵਿਦਿਆਰਥੀਆਂ ਨੇ ਹਿੱਸਾ ਪਾਇਆ। ਇਹ ਜਾਣਕਾਰੀ ਡਾ. ਨਿਧੀ ਸ਼ਰਮਾ, ਸਹਾਇਕ (766, 1044, 993, 1241)
masthead (0, 0, 1519, 115)
dateline-school: ਪੈਗਾਮ-ਏ-ਜਗਤ, ਨਵਾਂਸ਼ਹਿਰ (ਸਤਨਾਮ ਸਿੰਘ ਸੁਰੰਗਣ) (766, 2335, 943, 2346)
student-portrait (1171, 1993, 1326, 2226)
headline-vet: ਵੈਟਨਰੀ ਯੂਨੀਵਰਸਿਟੀ ਨੇ ਡਿਜੀਟਲ ਸਾਖਰਤਾ ਵਧਾਉਣ ਹਿਤ ਕਰਵਾਇਆ ਪ੍ਰੋਗਰਾਮ (766, 647, 1489, 775)
headline-sant: ਸੰਤ ਸਮਾਜ ਦੇ ਪ੍ਰਧਾਨ ਸੰਤ ਕੁਲਵੰਤ ਰਾਮ ਭਰੋਮਜਾਰਾ ਨੂੰ ਮਿਲੀ ਜਾਨੋਂ ਮਾਰਨ ਦੀ ਧਮਕੀ (36, 706, 739, 786)
vet-students-photo (766, 763, 1489, 1000)
standing-row (54, 1654, 722, 1844)
dateline-sant: ਪੈਗਾਮ-ਏ-ਜਗਤ, ਨਵਾਂਸ਼ਹਿਰ (ਸਤਨਾਮ ਸਿੰਘ ਸੁਰੰਗਣ) (30, 815, 267, 830)
sant-stage-photo (292, 810, 535, 1083)
students-row (774, 847, 1480, 991)
headline-nursing: ਦੇਸ਼ ਭਗਤ ਇੰਸਟੀਚਿਊਟ ਆਫ ਨਰਸਿੰਗ ਨੇ ਵਿਸ਼ਵ ਔਟਿਜ਼ਮ ਜਾਗਰੂਕਤਾ ਦਿਵਸ ਮਨਾਇਆ (49, 133, 726, 213)
dateline-lakhvir: ਪੈਗਾਮ-ਏ-ਜਗਤ, ਨਵਾਂਸ਼ਹਿਰ (ਸਤਨਾਮ ਸਿੰਘ ਸੁਰੰਗਣ) (30, 1991, 226, 2023)
student-portrait (1332, 1522, 1489, 1750)
page-number: 4 (39, 66, 63, 112)
dateline-college: ਮਾਹਿਲਪੁਰ, 4 ਮਾਰਚ (ਸੰਦੀਪ ਮਹਿਲਪੁਰ) (766, 1523, 952, 1537)
article-body: ਐਨ.ਡੀ.ਪੀ.ਐਸ.ਐਕਟ ਅਤੇ ਹੋਰ ਜੁਰਮਾਂ ਤਹਿਤ ਮੁਕਦਮੇ ਦਰਜ ਹਨ। ਇਹ ਗ੍ਰਿਫਤਾਰ ਹੋ ਕੇ ਜੇਲ੍ਹ ਵੀ ਜਾ ਚੁੱਕੇ ਹਨ। ਦੋਸ਼ੀਆਂ ਨੂੰ ਅਦਾਲਤ ਵਿੱਚ ਪੇਸ਼ ਕਰਕੇ ਅਗਲੇਰਾ ਪੁਲਿਸ ਰਿਮਾਂਡ ਹਾਸਲ ਕਰਕੇ ਡੂੰਘਾਈ ਨਾਲ ਪੁੱਛਗਿੱਛ ਕੀਤੀ ਜਾਵੇਗੀ। (1233, 507, 1489, 571)
student-portrait (1010, 1758, 1165, 1986)
headline-school: ਸਕੂਲ ਮੁਖੀ ਹਰਮੇਸ਼ ਭਾਰਤੀ ਵਲੋਂ ਬੱਚਿਆਂ ਦੀ ਭਲਾਈ ਲਈ ਕਰਨਾਣਾ ਸਕੂਲ ਨੂੰ 51 ਹਜ਼ਾਰ ਦਾ ਚੈਕ ਭੇਂਟ (780, 2242, 1474, 2318)
divider (766, 231, 1489, 232)
dateline-vet: ਲੁਧਿਆਣਾ 04 ਅਪ੍ਰੈਲ (ਪੈਗਾਮ-ਏ-ਜਗਤ) (766, 1008, 955, 1022)
student-portrait (1010, 1522, 1165, 1750)
masthead-rule (30, 115, 1489, 119)
headline-lakhvir: ਲਖਵੀਰ ਸਿੰਘ ਲੱਖਾ ਬਣੇ ਗੁਰਦੁਆਰਾ ਸ੍ਰੀ ਗੁਰੂ ਰਵਿਦਾਸ ਜੀ ਦੀ ਪ੍ਰਬੰਧਕ ਕਮੇਟੀ ਭਰੋਮਜਾਰਾ ਦੇ ਪ੍ਰਧਾਨ (48, 1485, 727, 1566)
paper-logo (1404, 47, 1476, 114)
weapons-table (1003, 467, 1474, 493)
